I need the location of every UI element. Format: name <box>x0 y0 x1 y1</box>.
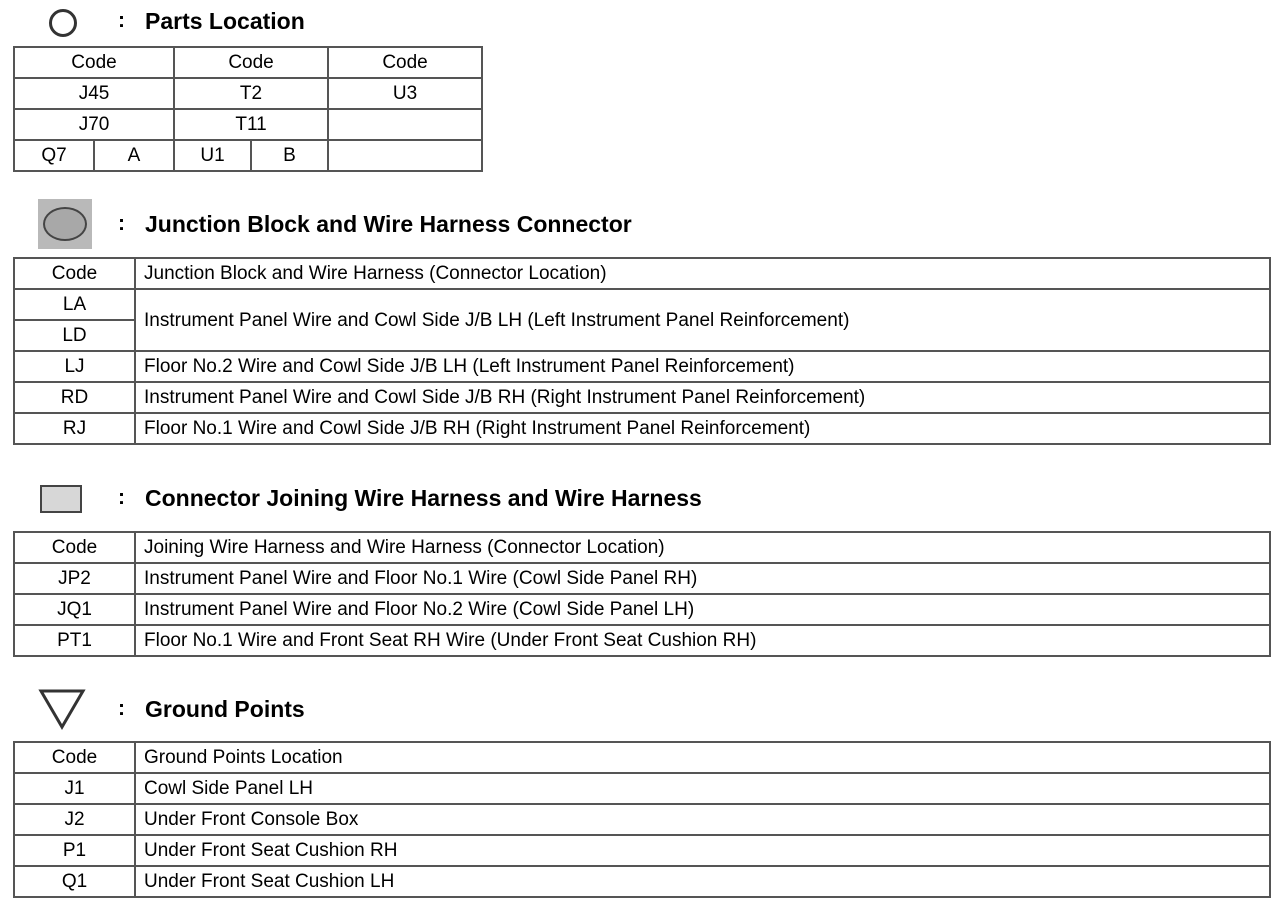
table-row <box>14 413 1270 444</box>
table-row <box>14 594 1270 625</box>
rectangle-icon <box>40 485 82 513</box>
header-cell: Code <box>14 47 174 78</box>
code-cell: JQ1 <box>14 594 135 625</box>
description-cell: Under Front Console Box <box>135 804 1270 835</box>
description-cell: Instrument Panel Wire and Cowl Side J/B LH (Left Instrument Panel Reinforcement) <box>135 289 1270 351</box>
table-header-row <box>14 742 1270 773</box>
code-cell: Q7 <box>14 140 94 171</box>
header-description: Ground Points Location <box>135 742 1270 773</box>
table-row <box>14 804 1270 835</box>
section-title: Ground Points <box>145 696 305 722</box>
header-code: Code <box>14 258 135 289</box>
code-cell: J1 <box>14 773 135 804</box>
table-header-row <box>14 47 482 78</box>
description-cell: Under Front Seat Cushion RH <box>135 835 1270 866</box>
open-circle-icon <box>49 9 77 37</box>
header-cell: Code <box>174 47 328 78</box>
header-description: Joining Wire Harness and Wire Harness (Connector Location) <box>135 532 1270 563</box>
description-cell: Instrument Panel Wire and Cowl Side J/B RH (Right Instrument Panel Reinforcement) <box>135 382 1270 413</box>
table-row <box>14 563 1270 594</box>
table-row <box>14 289 1270 320</box>
code-cell: B <box>251 140 328 171</box>
code-cell: JP2 <box>14 563 135 594</box>
section-colon: : <box>118 486 125 509</box>
triangle-down-icon <box>38 688 86 730</box>
parts-location-table <box>13 46 483 172</box>
table-header-row <box>14 532 1270 563</box>
description-cell: Floor No.2 Wire and Cowl Side J/B LH (Left Instrument Panel Reinforcement) <box>135 351 1270 382</box>
code-cell <box>328 109 482 140</box>
code-cell: LA <box>14 289 135 320</box>
connector-joining-table <box>13 531 1271 657</box>
code-cell: PT1 <box>14 625 135 656</box>
header-code: Code <box>14 532 135 563</box>
code-cell: J45 <box>14 78 174 109</box>
description-cell: Floor No.1 Wire and Cowl Side J/B RH (Right Instrument Panel Reinforcement) <box>135 413 1270 444</box>
section-colon: : <box>118 9 125 32</box>
code-cell: T11 <box>174 109 328 140</box>
header-description: Junction Block and Wire Harness (Connector Location) <box>135 258 1270 289</box>
table-row <box>14 140 482 171</box>
header-code: Code <box>14 742 135 773</box>
table-row <box>14 625 1270 656</box>
section-colon: : <box>118 697 125 720</box>
table-row <box>14 78 482 109</box>
ground-points-table <box>13 741 1271 898</box>
section-colon: : <box>118 212 125 235</box>
code-cell: U1 <box>174 140 251 171</box>
code-cell: LJ <box>14 351 135 382</box>
code-cell: J2 <box>14 804 135 835</box>
code-cell: RD <box>14 382 135 413</box>
code-cell: Q1 <box>14 866 135 897</box>
table-row <box>14 351 1270 382</box>
code-cell: P1 <box>14 835 135 866</box>
table-header-row <box>14 258 1270 289</box>
code-cell: RJ <box>14 413 135 444</box>
description-cell: Instrument Panel Wire and Floor No.1 Wire (Cowl Side Panel RH) <box>135 563 1270 594</box>
table-row <box>14 109 482 140</box>
description-cell: Under Front Seat Cushion LH <box>135 866 1270 897</box>
section-title: Junction Block and Wire Harness Connector <box>145 211 632 237</box>
description-cell: Floor No.1 Wire and Front Seat RH Wire (Under Front Seat Cushion RH) <box>135 625 1270 656</box>
description-cell: Instrument Panel Wire and Floor No.2 Wire (Cowl Side Panel LH) <box>135 594 1270 625</box>
description-cell: Cowl Side Panel LH <box>135 773 1270 804</box>
section-title: Connector Joining Wire Harness and Wire Harness <box>145 485 702 511</box>
code-cell: A <box>94 140 174 171</box>
code-cell: T2 <box>174 78 328 109</box>
table-row <box>14 773 1270 804</box>
shaded-circle-icon <box>38 199 92 249</box>
table-row <box>14 835 1270 866</box>
header-cell: Code <box>328 47 482 78</box>
code-cell <box>328 140 482 171</box>
code-cell: LD <box>14 320 135 351</box>
junction-block-table <box>13 257 1271 445</box>
table-row <box>14 866 1270 897</box>
section-title: Parts Location <box>145 8 305 34</box>
table-row <box>14 382 1270 413</box>
code-cell: J70 <box>14 109 174 140</box>
code-cell: U3 <box>328 78 482 109</box>
